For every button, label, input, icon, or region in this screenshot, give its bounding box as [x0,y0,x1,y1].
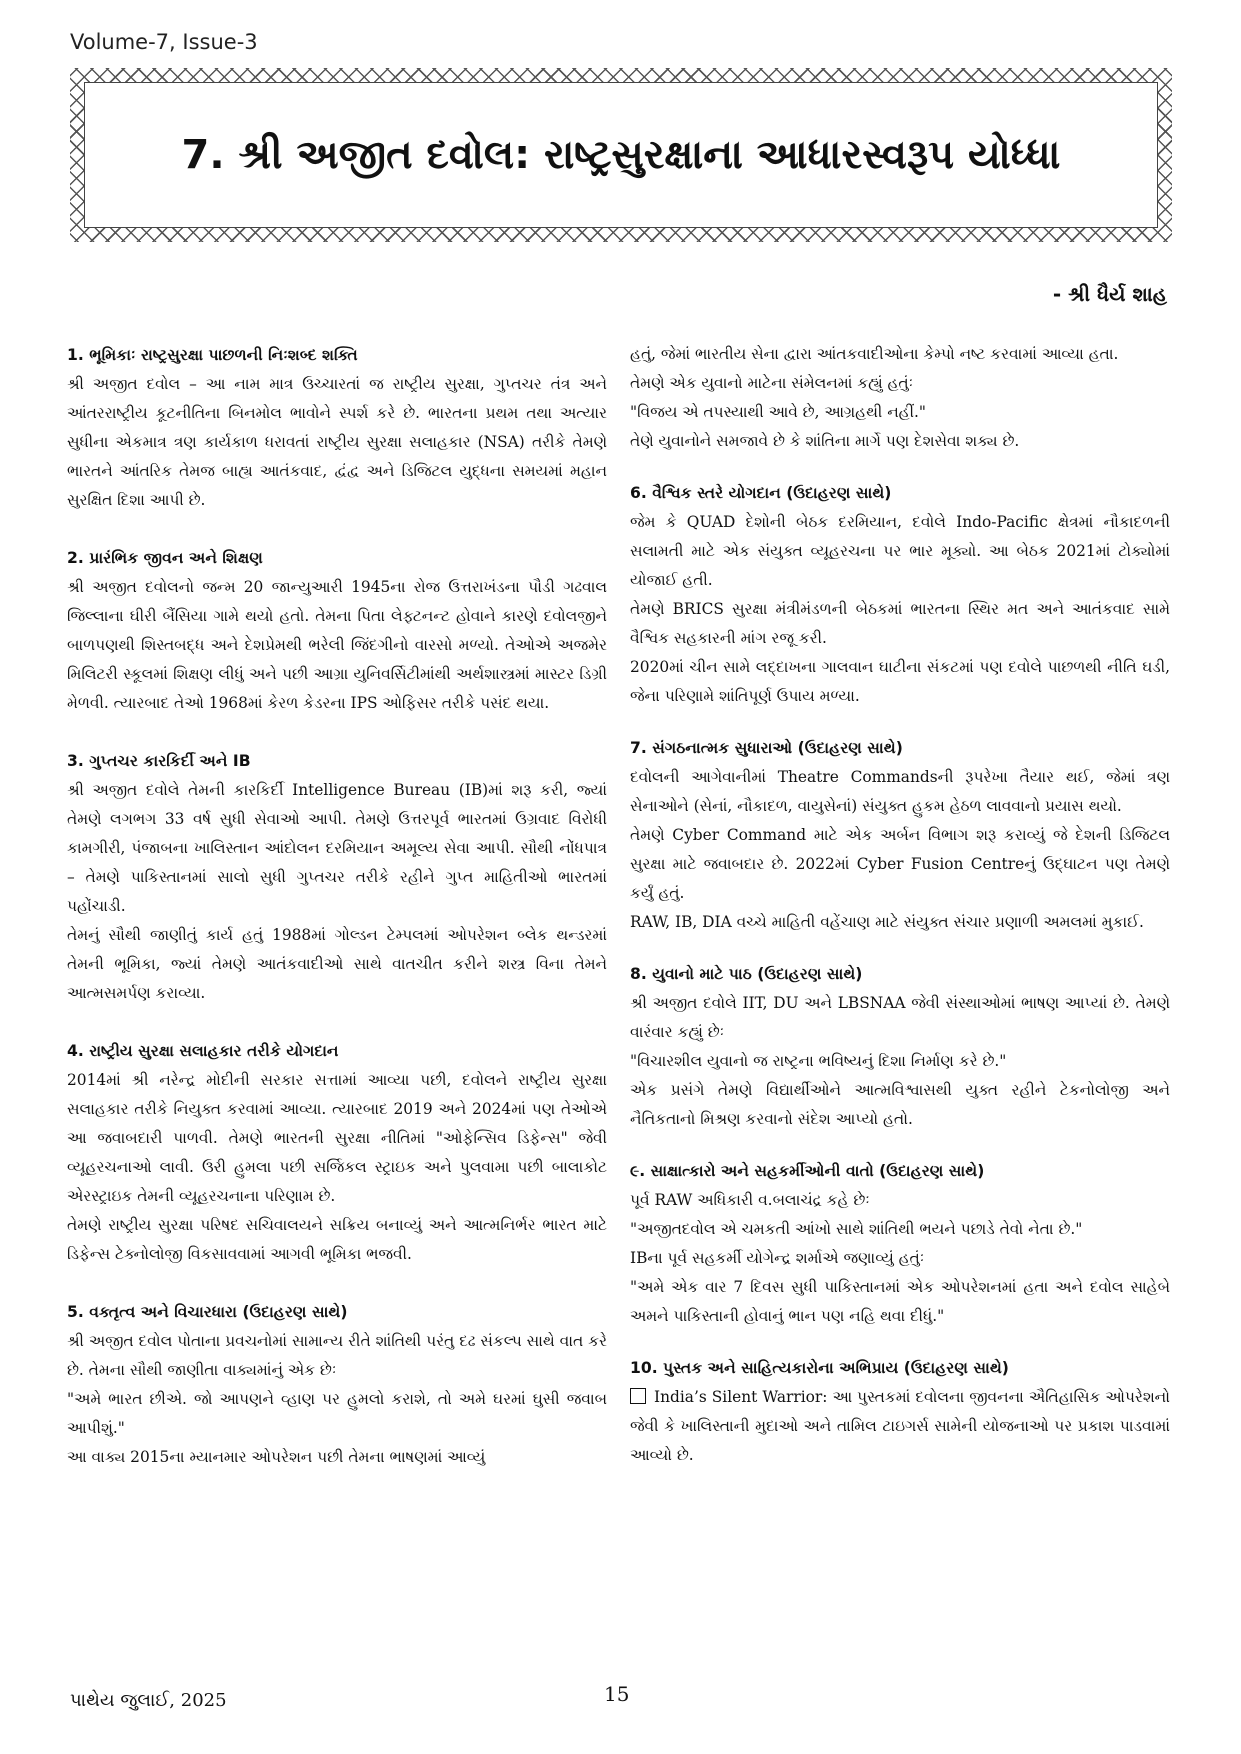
section-heading: 2. પ્રારંભિક જીવન અને શિક્ષણ [67,549,263,567]
section-heading: 3. ગુપ્તચર કારકિર્દી અને IB [67,752,251,770]
quote: "અમે ભારત છીએ. જો આપણને વ્હાણ પર હુમલો કરાશે, તો અમે ઘરમાં ઘુસી જવાબ આપીશું." [67,1390,607,1437]
section-heading: 5. વક્તૃત્વ અને વિચારધારા (ઉદાહરણ સાથે) [67,1303,348,1321]
title-frame [70,68,1172,242]
paragraph: તેમણે BRICS સુરક્ષા મંત્રીમંડળની બેઠકમાં ભારતના સ્થિર મત અને આતંકવાદ સામે વૈશ્વિક સહકારની માંગ રજૂ કરી. [630,600,1170,647]
paragraph: એક પ્રસંગે તેમણે વિદ્યાર્થીઓને આત્મવિશ્વાસથી યુક્ત રહીને ટેકનોલોજી અને નૈતિકતાનો મિશ્રણ કરવાનો સંદેશ આપ્યો હતો. [630,1081,1170,1128]
paragraph: તેમણે Cyber Command માટે એક અર્બન વિભાગ શરૂ કરાવ્યું જે દેશની ડિજિટલ સુરક્ષા માટે જવાબદાર છે. 2022માં Cyber Fusion Centreનું ઉદ્ઘાટન પણ તેમણે કર્યું હતું. [630,826,1170,902]
paragraph: શ્રી અજીત દવોલ – આ નામ માત્ર ઉચ્ચારતાં જ રાષ્ટ્રીય સુરક્ષા, ગુપ્તચર તંત્ર અને આંતરરાષ્ટ્રીય કૂટનીતિના બિનમોલ ભાવોને સ્પર્શ કરે છે. ભારતના પ્રથમ તથા અત્યાર સુધીના એકમાત્ર ત્રણ કાર્યકાળ ધરાવતાં રાષ્ટ્રીય સુરક્ષા સલાહકાર (NSA) તરીકે તેમણે ભારતને આંતરિક તેમજ બાહ્ય આતંકવાદ, દ્વંદ્વ અને ડિજિટલ યુદ્ધના સમયમાં મહાન સુરક્ષિત દિશા આપી છે. [67,375,607,509]
section-heading: 8. યુવાનો માટે પાઠ (ઉદાહરણ સાથે) [630,965,863,983]
paragraph: આ વાક્ય 2015ના મ્યાનમાર ઓપરેશન પછી તેમના ભાષણમાં આવ્યું [67,1448,486,1466]
section-heading: ૯. સાક્ષાત્કારો અને સહકર્મીઓની વાતો (ઉદાહરણ સાથે) [630,1162,985,1180]
footer-publication: પાથેય જુલાઈ, 2025 [70,1690,227,1711]
article-title: 7. શ્રી અજીત દવોલ: રાષ્ટ્રસુરક્ષાના આધારસ્વરૂપ યોધ્ધા [181,132,1061,178]
paragraph: દવોલની આગેવાનીમાં Theatre Commandsની રૂપરેખા તૈયાર થઈ, જેમાં ત્રણ સેનાઓને (સેનાં, નૌકાદળ, વાયુસેનાં) સંયુક્ત હુકમ હેઠળ લાવવાનો પ્રયાસ થયો. [630,768,1170,815]
section-2 [67,543,607,718]
section-heading: 7. સંગઠનાત્મક સુધારાઓ (ઉદાહરણ સાથે) [630,739,903,757]
paragraph: તેમણે રાષ્ટ્રીય સુરક્ષા પરિષદ સચિવાલયને સક્રિય બનાવ્યું અને આત્મનિર્ભર ભારત માટે ડિફેન્સ ટેક્નોલોજી વિકસાવવામાં આગવી ભૂમિકા ભજવી. [67,1216,607,1263]
paragraph: RAW, IB, DIA વચ્ચે માહિતી વહેંચાણ માટે સંયુક્ત સંચાર પ્રણાળી અમલમાં મુકાઈ. [630,913,1144,931]
section-3 [67,746,607,1008]
paragraph: IBના પૂર્વ સહકર્મી યોગેન્દ્ર શર્માએ જણાવ્યું હતુંઃ [630,1249,925,1267]
paragraph: તેમનું સૌથી જાણીતું કાર્ય હતું 1988માં ગોલ્ડન ટેમ્પલમાં ઓપરેશન બ્લેક થન્ડરમાં તેમની ભૂમિકા, જ્યાં તેમણે આતંકવાદીઓ સાથે વાતચીત કરીને શસ્ત્ર વિના તેમને આત્મસમર્પણ કરાવ્યા. [67,926,607,1002]
quote: "અજીતદવોલ એ ચમકતી આંખો સાથે શાંતિથી ભયને પછાડે તેવો નેતા છે." [630,1220,1083,1238]
paragraph: હતું, જેમાં ભારતીય સેના દ્વારા આંતકવાદીઓના કેમ્પો નષ્ટ કરવામાં આવ્યા હતા. [630,345,1119,363]
paragraph: શ્રી અજીત દવોલનો જન્મ 20 જાન્યુઆરી 1945ના રોજ ઉત્તરાખંડના પૌડી ગઢવાલ જિલ્લાના ઘીરી બૈંસિયા ગામે થયો હતો. તેમના પિતા લેફ્ટનન્ટ હોવાને કારણે દવોલજીને બાળપણથી શિસ્તબદ્ધ અને દેશપ્રેમથી ભરેલી જિંદગીનો વારસો મળ્યો. તેઓએ અજમેર મિલિટરી સ્કૂલમાં શિક્ષણ લીધું અને પછી આગ્રા યુનિવર્સિટીમાંથી અર્થશાસ્ત્રમાં માસ્ટર ડિગ્રી મેળવી. ત્યારબાદ તેઓ 1968માં કેરળ કેડરના IPS ઓફિસર તરીકે પસંદ થયા. [67,578,607,712]
paragraph: તેમણે એક યુવાનો માટેના સંમેલનમાં કહ્યું હતુંઃ [630,374,914,392]
section-heading: 10. પુસ્તક અને સાહિત્યકારોના અભિપ્રાય (ઉદાહરણ સાથે) [630,1359,1009,1377]
section-1 [67,340,607,515]
paragraph: પૂર્વ RAW અધિકારી વ.બલાચંદ્ર કહે છેઃ [630,1191,870,1209]
section-9 [630,1156,1170,1331]
paragraph: શ્રી અજીત દવોલ પોતાના પ્રવચનોમાં સામાન્ય રીતે શાંતિથી પરંતુ દઢ સંકલ્પ સાથે વાત કરે છે. તેમના સૌથી જાણીતા વાક્યમાંનું એક છેઃ [67,1332,607,1379]
paragraph [630,1383,1170,1470]
quote: "અમે એક વાર 7 દિવસ સુધી પાકિસ્તાનમાં એક ઓપરેશનમાં હતા અને દવોલ સાહેબે અમને પાકિસ્તાની હોવાનું ભાન પણ નહિ થવા દીધું." [630,1278,1170,1325]
section-5 [67,1297,607,1472]
paragraph: 2014માં શ્રી નરેન્દ્ર મોદીની સરકાર સત્તામાં આવ્યા પછી, દવોલને રાષ્ટ્રીય સુરક્ષા સલાહકાર તરીકે નિયુક્ત કરવામાં આવ્યા. ત્યારબાદ 2019 અને 2024માં પણ તેઓએ આ જવાબદારી પાળવી. તેમણે ભારતની સુરક્ષા નીતિમાં "ઓફેન્સિવ ડિફેન્સ" જેવી વ્યૂહરચનાઓ લાવી. ઉરી હુમલા પછી સર્જિકલ સ્ટ્રાઇક અને પુલવામા પછી બાલાકોટ એરસ્ટ્રાઇક તેમની વ્યૂહરચનાના પરિણામ છે. [67,1071,607,1205]
quote: "વિચારશીલ યુવાનો જ રાષ્ટ્રના ભવિષ્યનું દિશા નિર્માણ કરે છે." [630,1052,1007,1070]
page-number: 15 [604,1682,630,1706]
author-byline: - શ્રી ધૈર્ય શાહ [1052,282,1167,306]
section-heading: 4. રાષ્ટ્રીય સુરક્ષા સલાહકાર તરીકે યોગદાન [67,1042,339,1060]
quote: "વિજય એ તપસ્યાથી આવે છે, આગ્રહથી નહીં." [630,403,926,421]
section-7 [630,733,1170,937]
volume-issue: Volume-7, Issue-3 [70,30,258,54]
left-column [67,340,607,1500]
section-5-continued [630,340,1170,456]
section-4 [67,1036,607,1269]
right-column [630,340,1170,1492]
paragraph: તેણે યુવાનોને સમજાવે છે કે શાંતિના માર્ગે પણ દેશસેવા શક્ય છે. [630,432,1020,450]
section-6 [630,478,1170,711]
section-8 [630,959,1170,1134]
paragraph: જેમ કે QUAD દેશોની બેઠક દરમિયાન, દવોલે Indo-Pacific ક્ષેત્રમાં નૌકાદળની સલામતી માટે એક સંયુક્ત વ્યૂહરચના પર ભાર મૂક્યો. આ બેઠક 2021માં ટોક્યોમાં યોજાઈ હતી. [630,513,1170,589]
section-heading: 1. ભૂમિકાઃ રાષ્ટ્રસુરક્ષા પાછળની નિઃશબ્દ શક્તિ [67,346,358,364]
section-10 [630,1353,1170,1470]
section-heading: 6. વૈશ્વિક સ્તરે યોગદાન (ઉદાહરણ સાથે) [630,484,892,502]
bullet-text: India’s Silent Warrior: આ પુસ્તકમાં દવોલના જીવનના ઐતિહાસિક ઓપરેશનો જેવી કે ખાલિસ્તાની મુદાઓ અને તામિલ ટાઇગર્સ સામેની યોજનાઓ પર પ્રકાશ પાડવામાં આવ્યો છે. [630,1388,1170,1464]
checkbox-bullet-icon [630,1388,646,1404]
paragraph: શ્રી અજીત દવોલે તેમની કારકિર્દી Intelligence Bureau (IB)માં શરૂ કરી, જ્યાં તેમણે લગભગ 33 વર્ષ સુધી સેવાઓ આપી. તેમણે ઉત્તરપૂર્વ ભારતમાં ઉગ્રવાદ વિરોધી કામગીરી, પંજાબના ખાલિસ્તાન આંદોલન દરમિયાન અમૂલ્ય સેવા આપી. સૌથી નોંધપાત્ર – તેમણે પાકિસ્તાનમાં સાલો સુધી ગુપ્તચર તરીકે રહીને ગુપ્ત માહિતીઓ ભારતમાં પહોંચાડી. [67,781,607,915]
paragraph: શ્રી અજીત દવોલે IIT, DU અને LBSNAA જેવી સંસ્થાઓમાં ભાષણ આપ્યાં છે. તેમણે વારંવાર કહ્યું છેઃ [630,994,1170,1041]
paragraph: 2020માં ચીન સામે લદ્દાખના ગાલવાન ઘાટીના સંકટમાં પણ દવોલે પાછળથી નીતિ ઘડી, જેના પરિણામે શાંતિપૂર્ણ ઉપાય મળ્યા. [630,658,1170,705]
